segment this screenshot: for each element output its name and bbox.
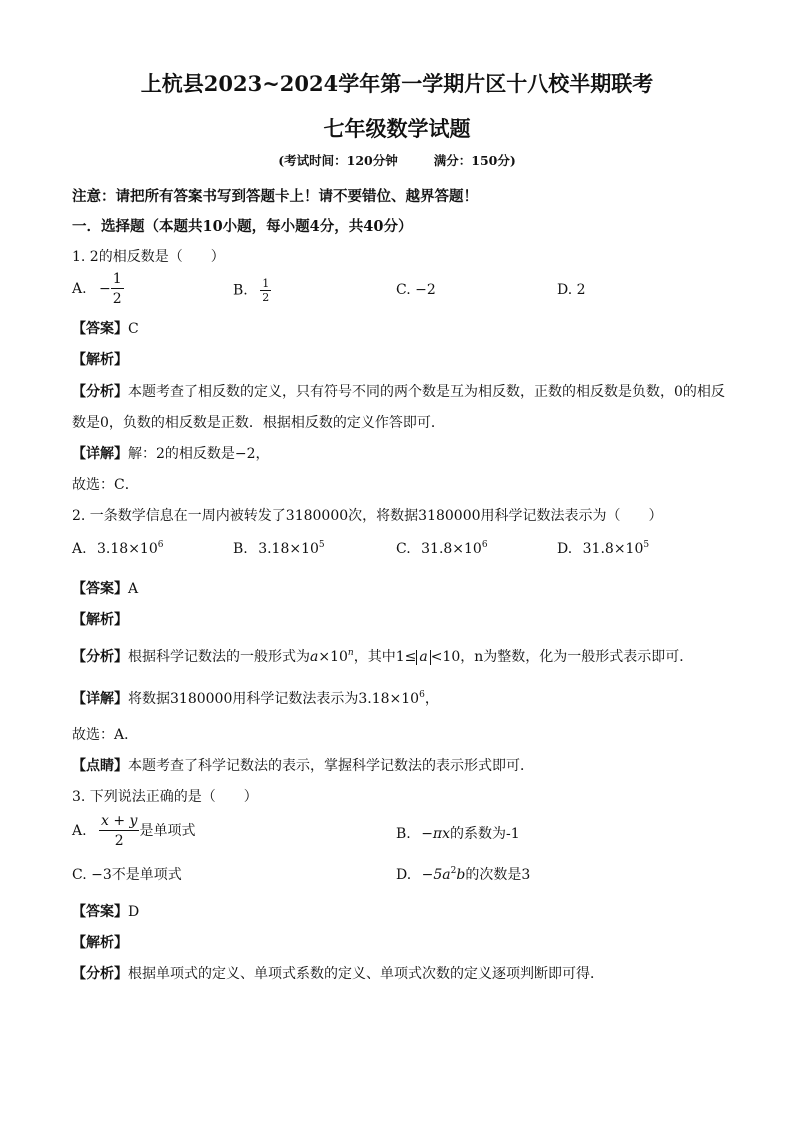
q2-comment: 【点睛】本题考查了科学记数法的表示，掌握科学记数法的表示形式即可． <box>72 758 534 774</box>
q2-stem: 2. 一条数学信息在一周内被转发了3180000次，将数据3180000用科学记数法表示为（ ） <box>72 508 663 524</box>
q3-fenxi: 【分析】根据单项式的定义、单项式系数的定义、单项式次数的定义逐项判断即可得． <box>72 966 604 982</box>
q3-analysis-label: 【解析】 <box>72 935 128 951</box>
exam-subtitle: 七年级数学试题 <box>323 116 471 141</box>
q3-answer: 【答案】D <box>72 904 140 920</box>
exam-time: (考试时间：120分钟 <box>278 153 398 168</box>
q2-option-a: A. $3.18\times 10^6$ <box>72 540 164 557</box>
fraction: $\frac{1}{2}$ <box>262 277 270 304</box>
full-score: 满分：150分) <box>433 153 516 168</box>
section-heading: 一．选择题（本题共10小题，每小题4分，共40分） <box>72 218 413 235</box>
option-label: D. <box>396 867 412 883</box>
exam-info <box>0 151 794 169</box>
fraction: $\frac{x + y}{2}$ <box>101 813 138 849</box>
q1-option-d: D. 2 <box>557 282 586 298</box>
q1-choose: 故选：C． <box>72 477 139 493</box>
absolute-value: a <box>416 650 430 665</box>
q3-stem: 3. 下列说法正确的是（ ） <box>72 789 258 805</box>
option-label: D. <box>557 541 573 557</box>
option-label: B. <box>396 826 411 842</box>
q2-analysis-label: 【解析】 <box>72 612 128 628</box>
q2-option-d: D. $31.8\times 10^5$ <box>557 540 650 557</box>
q1-option-b <box>233 278 271 303</box>
q1-stem: 1. 2的相反数是（ ） <box>72 249 225 265</box>
q3-option-b: B. −πx的系数为-1 <box>396 826 520 842</box>
option-label: A. <box>72 823 87 839</box>
option-label: A. <box>72 281 87 297</box>
q1-option-c: C. −2 <box>396 282 436 298</box>
q2-choose: 故选：A． <box>72 727 139 743</box>
exam-title: 上杭县2023~2024学年第一学期片区十八校半期联考 <box>140 71 654 96</box>
q1-analysis-label: 【解析】 <box>72 352 128 368</box>
minus-sign: − <box>99 281 111 297</box>
option-label: A. <box>72 541 87 557</box>
option-label: B. <box>233 282 248 299</box>
q1-answer: 【答案】C <box>72 321 139 337</box>
q3-option-a: A. $\frac{x + y}{2}$ 是单项式 <box>72 813 196 849</box>
q1-option-a <box>72 272 124 306</box>
option-label: B. <box>233 541 248 557</box>
option-label: C. <box>396 541 411 557</box>
q2-fenxi: 【分析】根据科学记数法的一般形式为$a\times 10^n$，其中1≤ a <10，n为整数，化为一般形式表示即可． <box>72 648 694 665</box>
q2-detail: 【详解】将数据3180000用科学记数法表示为$3.18\times 10^6$， <box>72 690 439 707</box>
q2-answer: 【答案】A <box>72 581 139 597</box>
notice: 注意：请把所有答案书写到答题卡上！请不要错位、越界答题！ <box>72 188 478 205</box>
q1-detail: 【详解】解：2的相反数是−2， <box>72 446 270 462</box>
q3-option-c: C. −3不是单项式 <box>72 867 182 883</box>
q1-fenxi: 【分析】本题考查了相反数的定义，只有符号不同的两个数是互为相反数，正数的相反数是负数，0的相反 <box>72 384 725 400</box>
q2-option-b: B. $3.18\times 10^5$ <box>233 540 325 557</box>
q3-option-d: D. $-5a^2b$的次数是3 <box>396 866 531 883</box>
q1-fenxi-cont: 数是0，负数的相反数是正数．根据相反数的定义作答即可． <box>72 415 445 431</box>
fraction: $\frac{1}{2}$ <box>112 271 122 307</box>
q2-option-c: C. $31.8\times 10^6$ <box>396 540 488 557</box>
